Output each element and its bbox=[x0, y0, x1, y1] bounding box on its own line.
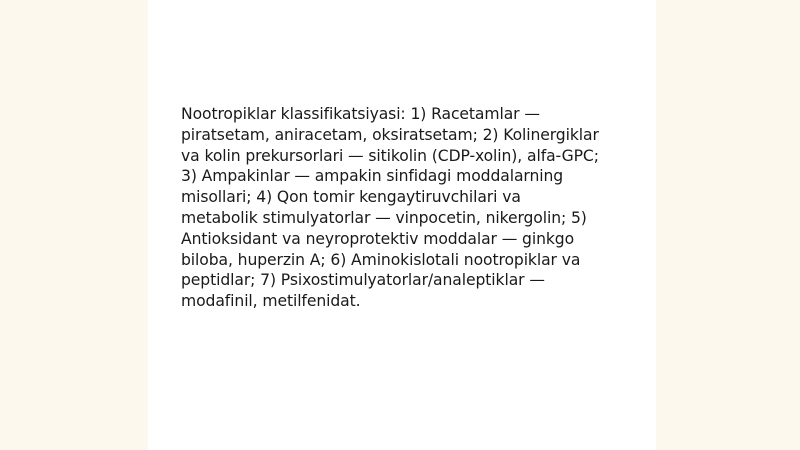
body-paragraph: Nootropiklar klassifikatsiyasi: 1) Racetamlar — piratsetam, aniracetam, oksiratsetam; 2) Kolinergiklar va kolin prekursorlari — sitikolin (CDP-xolin), alfa-GPC; 3) Ampakinlar — ampakin sinfidagi moddalarning misollari; 4) Qon tomir kengaytiruvchilari va metabolik stimulyatorlar — vinpocetin, nikergolin; 5) Antioksidant va neyroprotektiv moddalar — ginkgo biloba, huperzin A; 6) Aminokislotali nootropiklar va peptidlar; 7) Psixostimulyatorlar/analeptiklar — modafinil, metilfenidat. bbox=[181, 105, 599, 311]
document-page bbox=[148, 0, 656, 450]
